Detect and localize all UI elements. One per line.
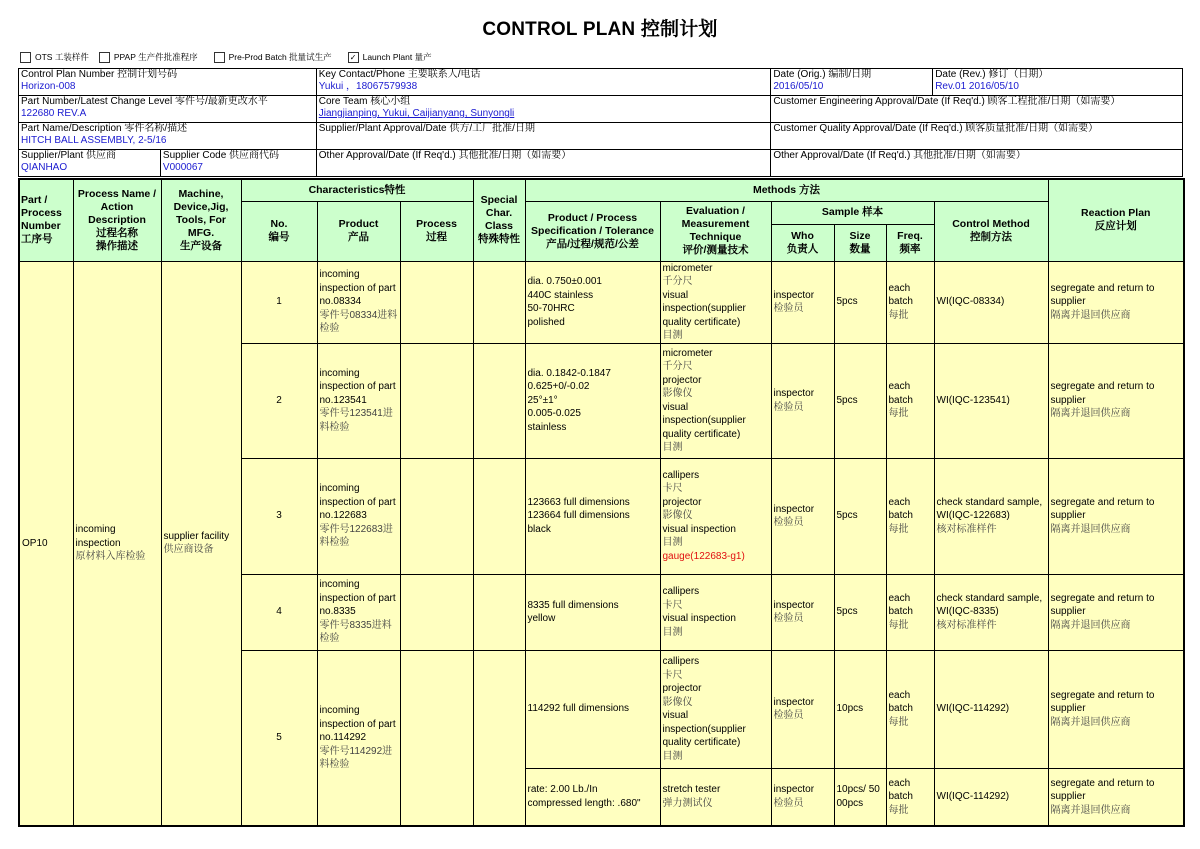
special-char-cell[interactable] bbox=[473, 574, 525, 650]
col-methods: Methods 方法 bbox=[525, 179, 1048, 201]
eval-line: 目测 bbox=[662, 442, 683, 453]
control-method-cell[interactable]: WI(IQC-114292) bbox=[934, 650, 1048, 768]
freq-en: each batch bbox=[888, 689, 913, 715]
freq-en: each batch bbox=[888, 496, 913, 522]
eval-line: visual inspection bbox=[662, 613, 736, 624]
eval-line: 目测 bbox=[662, 330, 683, 341]
reaction-en: segregate and return to supplier bbox=[1050, 592, 1155, 618]
process-cell[interactable] bbox=[400, 458, 473, 574]
checkbox-pre-prod[interactable] bbox=[214, 52, 225, 63]
col-size: Size 数量 bbox=[834, 224, 886, 261]
who-cn: 检验员 bbox=[773, 710, 804, 721]
who-cn: 检验员 bbox=[773, 613, 804, 624]
eval-line: 卡尺 bbox=[662, 669, 683, 681]
spec-line: compressed length: .680" bbox=[527, 797, 641, 809]
eval-line: 影像仪 bbox=[662, 510, 693, 522]
freq-cell[interactable] bbox=[886, 574, 934, 650]
spec-line: 440C stainless bbox=[527, 289, 594, 301]
who-cn: 检验员 bbox=[773, 303, 804, 314]
core-team-cell bbox=[316, 96, 771, 123]
date-rev-cell bbox=[933, 69, 1183, 96]
reaction-cn: 隔离并退回供应商 bbox=[1050, 804, 1131, 816]
cm-line: 核对标准样件 bbox=[936, 523, 997, 535]
product-cn: 零件号114292进料检验 bbox=[319, 745, 393, 770]
evaluation-cell[interactable] bbox=[660, 650, 771, 768]
phase-pre-prod[interactable] bbox=[214, 51, 332, 63]
eval-line: 千分尺 bbox=[662, 361, 693, 372]
spec-line: 0.625+0/-0.02 bbox=[527, 381, 590, 393]
cm-line: WI(IQC-8335) bbox=[936, 606, 999, 618]
who-en: inspector bbox=[773, 289, 815, 301]
header-info-table bbox=[18, 68, 1183, 177]
who-cn: 检验员 bbox=[773, 517, 804, 528]
checkbox-launch-checked-icon[interactable]: ✓ bbox=[348, 52, 359, 63]
process-name-cn: 原材料入库检验 bbox=[75, 551, 146, 562]
freq-en: each batch bbox=[888, 777, 913, 802]
eval-line: micrometer bbox=[662, 262, 713, 274]
field-label: Other Approval/Date (If Req'd.) 其他批准/日期（如需要） bbox=[773, 150, 1026, 161]
key-contact-cell bbox=[316, 69, 771, 96]
who-cn: 检验员 bbox=[773, 797, 804, 809]
phase-label: PPAP 生产件批准程序 bbox=[113, 52, 198, 62]
eval-line: callipers bbox=[662, 469, 700, 481]
spec-line: dia. 0.1842-0.1847 bbox=[527, 367, 611, 379]
eval-line: micrometer bbox=[662, 347, 713, 359]
who-en: inspector bbox=[773, 599, 815, 611]
who-cn: 检验员 bbox=[773, 401, 804, 413]
size-cell[interactable]: 5pcs bbox=[834, 343, 886, 458]
part-name-value[interactable]: HITCH BALL ASSEMBLY, 2-5/16 bbox=[21, 135, 167, 146]
product-cell[interactable] bbox=[317, 574, 400, 650]
col-special-char: Special Char. Class 特殊特性 bbox=[473, 179, 525, 261]
eval-line: projector bbox=[662, 374, 702, 386]
eval-line: projector bbox=[662, 496, 702, 508]
eval-line: visual inspection(supplier quality certificate) bbox=[662, 289, 746, 328]
spec-line: 123664 full dimensions bbox=[527, 510, 630, 522]
eval-line: 目测 bbox=[662, 626, 683, 638]
machine-en: supplier facility bbox=[163, 530, 230, 542]
field-label: Core Team 核心小组 bbox=[318, 96, 411, 107]
field-label: Part Number/Latest Change Level 零件号/最新更改水平 bbox=[21, 96, 268, 107]
col-characteristics: Characteristics特性 bbox=[241, 179, 473, 201]
process-cell[interactable] bbox=[400, 574, 473, 650]
product-en: incoming inspection of part no.8335 bbox=[319, 579, 396, 618]
who-en: inspector bbox=[773, 388, 815, 399]
spec-line: 0.005-0.025 bbox=[527, 408, 581, 420]
supplier-code-value[interactable]: V000067 bbox=[162, 162, 203, 173]
freq-cn: 每批 bbox=[888, 408, 909, 420]
special-char-cell[interactable] bbox=[473, 650, 525, 826]
reaction-en: segregate and return to supplier bbox=[1050, 381, 1155, 406]
reaction-en: segregate and return to supplier bbox=[1050, 689, 1155, 715]
size-cell[interactable]: 10pcs bbox=[834, 650, 886, 768]
control-method-cell[interactable]: WI(IQC-123541) bbox=[934, 343, 1048, 458]
cm-line: check standard sample, bbox=[936, 496, 1043, 508]
spec-line: 8335 full dimensions bbox=[527, 599, 619, 611]
control-method-cell[interactable]: WI(IQC-114292) bbox=[934, 768, 1048, 826]
col-evaluation: Evaluation / Measurement Technique 评价/测量技术 bbox=[660, 201, 771, 261]
who-en: inspector bbox=[773, 696, 815, 708]
product-en: incoming inspection of part no.08334 bbox=[319, 269, 396, 308]
special-char-cell[interactable] bbox=[473, 458, 525, 574]
size-cell[interactable]: 5pcs bbox=[834, 574, 886, 650]
field-label: Date (Orig.) 编制/日期 bbox=[773, 69, 872, 80]
spec-line: 114292 full dimensions bbox=[527, 703, 630, 715]
col-sample: Sample 样本 bbox=[771, 201, 934, 224]
field-label: Customer Engineering Approval/Date (If Req'd.) 顾客工程批准/日期（如需要） bbox=[773, 96, 1121, 107]
who-cell[interactable] bbox=[771, 650, 834, 768]
product-en: incoming inspection of part no.114292 bbox=[319, 705, 396, 743]
table-row bbox=[19, 261, 1184, 343]
reaction-plan-cell[interactable] bbox=[1048, 458, 1184, 574]
control-method-cell[interactable] bbox=[934, 574, 1048, 650]
who-cell[interactable] bbox=[771, 261, 834, 343]
spec-cell[interactable] bbox=[525, 458, 660, 574]
freq-en: each batch bbox=[888, 282, 913, 308]
special-char-cell[interactable] bbox=[473, 343, 525, 458]
phase-ppap[interactable] bbox=[99, 51, 198, 63]
eval-line: 目测 bbox=[662, 537, 683, 549]
size-cell[interactable]: 5pcs bbox=[834, 458, 886, 574]
no-cell[interactable]: 2 bbox=[241, 343, 317, 458]
size-cell[interactable]: 5pcs bbox=[834, 261, 886, 343]
part-name-cell bbox=[19, 123, 317, 150]
control-method-cell[interactable]: WI(IQC-08334) bbox=[934, 261, 1048, 343]
product-cn: 零件号123541进料检验 bbox=[319, 408, 393, 433]
reaction-cn: 隔离并退回供应商 bbox=[1050, 619, 1131, 631]
col-part-process-number: Part / Process Number 工序号 bbox=[19, 179, 73, 261]
phase-checkboxes bbox=[20, 51, 432, 63]
supplier-approval-cell[interactable] bbox=[316, 123, 771, 150]
spec-cell[interactable] bbox=[525, 650, 660, 768]
no-cell[interactable]: 3 bbox=[241, 458, 317, 574]
product-cn: 零件号122683进料检验 bbox=[319, 523, 393, 549]
control-plan-number-cell bbox=[19, 69, 317, 96]
eval-line: 影像仪 bbox=[662, 696, 693, 708]
col-product: Product 产品 bbox=[317, 201, 400, 261]
machine-cn: 供应商设备 bbox=[163, 544, 214, 556]
customer-quality-approval-cell[interactable] bbox=[771, 123, 1183, 150]
col-freq: Freq. 频率 bbox=[886, 224, 934, 261]
product-cn: 零件号08334进料检验 bbox=[319, 309, 398, 335]
freq-en: each batch bbox=[888, 592, 913, 618]
who-cell[interactable] bbox=[771, 343, 834, 458]
product-cell[interactable] bbox=[317, 650, 400, 826]
reaction-plan-cell[interactable] bbox=[1048, 650, 1184, 768]
freq-cn: 每批 bbox=[888, 523, 909, 535]
field-label: Supplier/Plant 供应商 bbox=[21, 150, 117, 161]
eval-line: 影像仪 bbox=[662, 388, 693, 399]
evaluation-cell[interactable] bbox=[660, 458, 771, 574]
field-label: Supplier Code 供应商代码 bbox=[162, 150, 280, 161]
eval-line: visual inspection(supplier quality certificate) bbox=[662, 710, 746, 748]
col-machine: Machine, Device,Jig, Tools, For MFG. 生产设备 bbox=[161, 179, 241, 261]
evaluation-cell[interactable] bbox=[660, 574, 771, 650]
product-cn: 零件号8335进料检验 bbox=[319, 619, 392, 645]
freq-cn: 每批 bbox=[888, 309, 909, 321]
who-en: inspector bbox=[773, 503, 815, 515]
eval-line: 卡尺 bbox=[662, 599, 683, 611]
who-cell[interactable] bbox=[771, 574, 834, 650]
freq-cell[interactable] bbox=[886, 261, 934, 343]
eval-line: stretch tester bbox=[662, 784, 721, 796]
other-approval-cell-2[interactable] bbox=[771, 150, 1183, 177]
product-cell[interactable] bbox=[317, 343, 400, 458]
reaction-en: segregate and return to supplier bbox=[1050, 282, 1155, 308]
spec-line: 123663 full dimensions bbox=[527, 496, 630, 508]
op-number-cell[interactable]: OP10 bbox=[19, 261, 73, 826]
page-title: CONTROL PLAN 控制计划 bbox=[482, 19, 718, 40]
freq-cn: 每批 bbox=[888, 804, 909, 816]
part-number-value[interactable]: 122680 REV.A bbox=[21, 108, 87, 119]
field-label: Date (Rev.) 修订（日期） bbox=[935, 69, 1049, 80]
field-label: Part Name/Description 零件名称/描述 bbox=[21, 123, 188, 134]
reaction-cn: 隔离并退回供应商 bbox=[1050, 309, 1131, 321]
process-name-en: incoming inspection bbox=[75, 524, 121, 549]
phase-launch[interactable] bbox=[348, 51, 432, 63]
date-rev-value[interactable]: Rev.01 2016/05/10 bbox=[935, 81, 1019, 92]
phase-label: Pre-Prod Batch 批量试生产 bbox=[228, 52, 332, 62]
cm-line: check standard sample, bbox=[936, 592, 1043, 604]
reaction-cn: 隔离并退回供应商 bbox=[1050, 523, 1131, 535]
field-label: Key Contact/Phone 主要联系人/电话 bbox=[318, 69, 481, 80]
control-method-cell[interactable] bbox=[934, 458, 1048, 574]
reaction-en: segregate and return to supplier bbox=[1050, 496, 1155, 522]
spec-line: polished bbox=[527, 316, 565, 328]
eval-line: callipers bbox=[662, 586, 700, 597]
machine-cell[interactable] bbox=[161, 261, 241, 826]
no-cell[interactable]: 5 bbox=[241, 650, 317, 826]
who-en: inspector bbox=[773, 784, 815, 796]
col-control-method: Control Method 控制方法 bbox=[934, 201, 1048, 261]
spec-line: dia. 0.750±0.001 bbox=[527, 276, 602, 287]
checkbox-ppap[interactable] bbox=[99, 52, 110, 63]
reaction-plan-cell[interactable] bbox=[1048, 574, 1184, 650]
no-cell[interactable]: 4 bbox=[241, 574, 317, 650]
evaluation-cell[interactable] bbox=[660, 768, 771, 826]
process-cell[interactable] bbox=[400, 343, 473, 458]
col-no: No. 编号 bbox=[241, 201, 317, 261]
spec-line: yellow bbox=[527, 613, 556, 624]
spec-line: rate: 2.00 Lb./In bbox=[527, 784, 598, 796]
reaction-cn: 隔离并退回供应商 bbox=[1050, 408, 1131, 420]
spec-cell[interactable] bbox=[525, 574, 660, 650]
core-team-value[interactable]: Jiangjianping, Yukui, Caijianyang, Sunyongli bbox=[318, 108, 515, 119]
evaluation-cell[interactable] bbox=[660, 261, 771, 343]
reaction-plan-cell[interactable] bbox=[1048, 343, 1184, 458]
size-cell[interactable]: 10pcs/ 5000pcs bbox=[834, 768, 886, 826]
field-label: Supplier/Plant Approval/Date 供方/工厂批准/日期 bbox=[318, 123, 535, 134]
freq-cell[interactable] bbox=[886, 458, 934, 574]
date-orig-value[interactable]: 2016/05/10 bbox=[773, 81, 824, 92]
freq-en: each batch bbox=[888, 381, 913, 406]
cm-line: 核对标准样件 bbox=[936, 619, 997, 631]
other-approval-cell-1[interactable] bbox=[316, 150, 771, 177]
col-spec: Product / Process Specification / Tolerance 产品/过程/规范/公差 bbox=[525, 201, 660, 261]
col-who: Who 负责人 bbox=[771, 224, 834, 261]
field-label: Customer Quality Approval/Date (If Req'd.) 顾客质量批准/日期（如需要） bbox=[773, 123, 1099, 134]
spec-line: 25°±1° bbox=[527, 394, 558, 406]
special-char-cell[interactable] bbox=[473, 261, 525, 343]
no-cell[interactable]: 1 bbox=[241, 261, 317, 343]
eval-line: 弹力测试仪 bbox=[662, 797, 713, 809]
who-cell[interactable] bbox=[771, 768, 834, 826]
product-cell[interactable] bbox=[317, 261, 400, 343]
spec-cell[interactable] bbox=[525, 261, 660, 343]
field-label: Control Plan Number 控制计划号码 bbox=[21, 69, 178, 80]
spec-line: black bbox=[527, 523, 551, 535]
process-cell[interactable] bbox=[400, 261, 473, 343]
eval-line: 千分尺 bbox=[662, 276, 693, 287]
phase-label: OTS 工装样件 bbox=[35, 52, 89, 62]
supplier-code-cell bbox=[160, 150, 316, 177]
key-contact-value[interactable]: Yukui ，18067579938 bbox=[318, 81, 418, 92]
phase-label: Launch Plant 量产 bbox=[362, 52, 432, 62]
eval-line: visual inspection bbox=[662, 523, 736, 535]
customer-eng-approval-cell[interactable] bbox=[771, 96, 1183, 123]
product-en: incoming inspection of part no.122683 bbox=[319, 483, 396, 522]
process-name-cell[interactable] bbox=[73, 261, 161, 826]
freq-cell[interactable] bbox=[886, 768, 934, 826]
freq-cn: 每批 bbox=[888, 619, 909, 631]
col-reaction-plan: Reaction Plan 反应计划 bbox=[1048, 179, 1184, 261]
checkbox-ots[interactable] bbox=[20, 52, 31, 63]
eval-line: 目测 bbox=[662, 750, 683, 762]
field-label: Other Approval/Date (If Req'd.) 其他批准/日期（如需要） bbox=[318, 150, 572, 161]
control-plan-table bbox=[18, 178, 1185, 827]
reaction-cn: 隔离并退回供应商 bbox=[1050, 716, 1131, 728]
freq-cell[interactable] bbox=[886, 650, 934, 768]
supplier-plant-value[interactable]: QIANHAO bbox=[21, 162, 68, 173]
process-cell[interactable] bbox=[400, 650, 473, 826]
cm-line: WI(IQC-122683) bbox=[936, 510, 1010, 522]
spec-cell[interactable] bbox=[525, 343, 660, 458]
reaction-en: segregate and return to supplier bbox=[1050, 777, 1155, 802]
part-number-cell bbox=[19, 96, 317, 123]
evaluation-cell[interactable] bbox=[660, 343, 771, 458]
eval-line: callipers bbox=[662, 656, 700, 667]
reaction-plan-cell[interactable] bbox=[1048, 768, 1184, 826]
gauge-highlight: gauge(122683-g1) bbox=[662, 550, 745, 562]
supplier-plant-cell bbox=[19, 150, 161, 177]
control-plan-number-value[interactable]: Horizon-008 bbox=[21, 81, 76, 92]
phase-ots[interactable] bbox=[20, 51, 89, 63]
col-process-name: Process Name / Action Description 过程名称 操作描述 bbox=[73, 179, 161, 261]
eval-line: projector bbox=[662, 683, 702, 694]
col-process: Process 过程 bbox=[400, 201, 473, 261]
who-cell[interactable] bbox=[771, 458, 834, 574]
spec-line: stainless bbox=[527, 421, 567, 433]
spec-line: 50-70HRC bbox=[527, 303, 575, 314]
product-en: incoming inspection of part no.123541 bbox=[319, 367, 396, 406]
freq-cn: 每批 bbox=[888, 716, 909, 728]
eval-line: 卡尺 bbox=[662, 483, 683, 495]
reaction-plan-cell[interactable] bbox=[1048, 261, 1184, 343]
spec-cell[interactable] bbox=[525, 768, 660, 826]
product-cell[interactable] bbox=[317, 458, 400, 574]
date-orig-cell bbox=[771, 69, 933, 96]
freq-cell[interactable] bbox=[886, 343, 934, 458]
eval-line: visual inspection(supplier quality certificate) bbox=[662, 401, 746, 440]
